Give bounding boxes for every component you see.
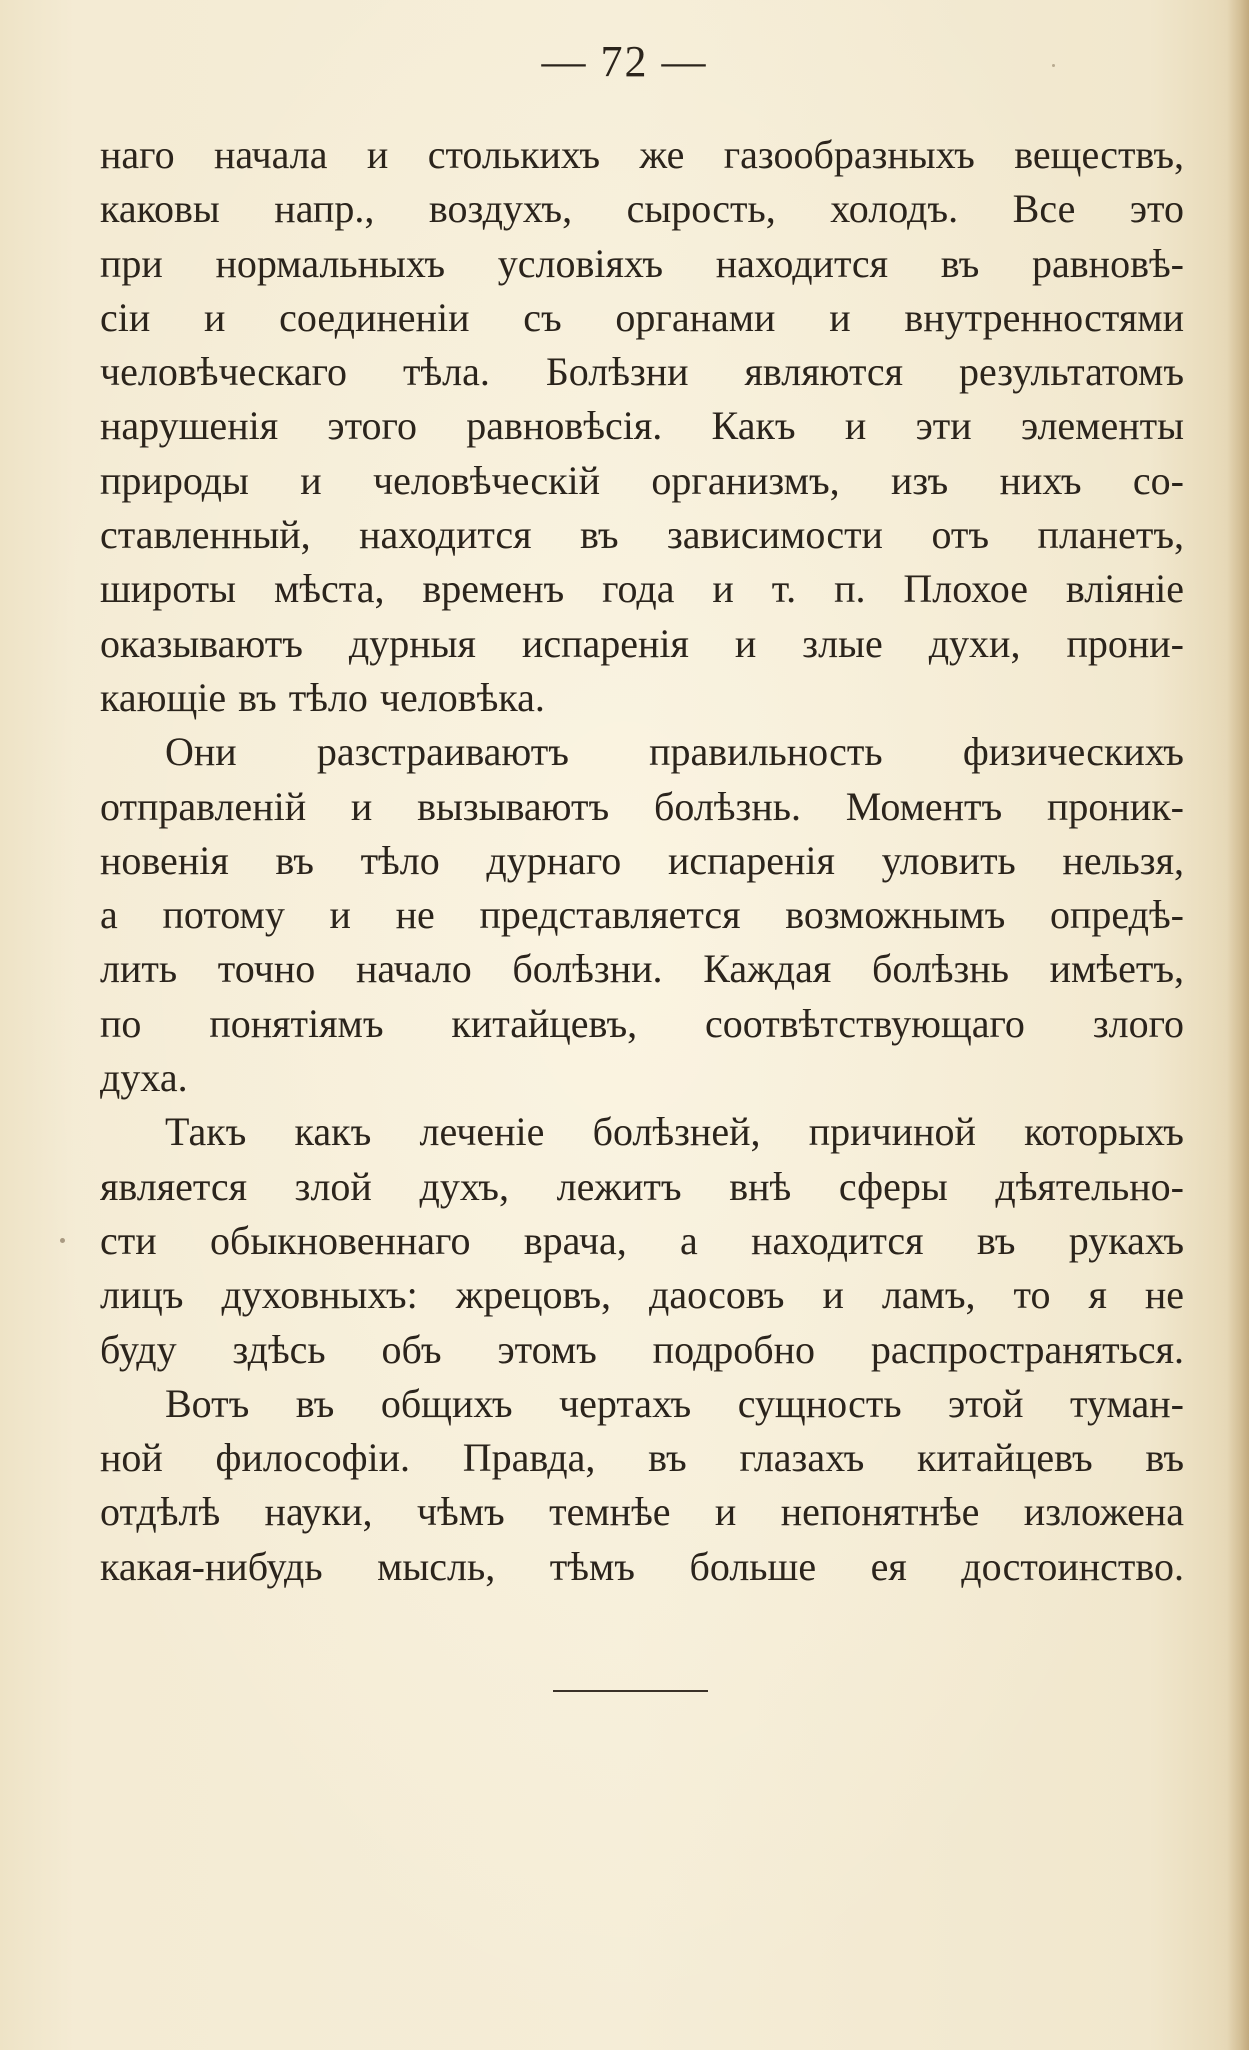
page-number: — 72 — <box>541 37 708 86</box>
text-line: отдѣлѣ науки, чѣмъ темнѣе и непонятнѣе изложена <box>100 1489 1184 1535</box>
text-line: широты мѣста, временъ года и т. п. Плохое влiянiе <box>100 566 1184 612</box>
text-line: при нормальныхъ условiяхъ находится въ равновѣ- <box>100 240 1184 286</box>
text-line: сти обыкновеннаго врача, а находится въ рукахъ <box>100 1217 1184 1263</box>
text-line: Такъ какъ леченiе болѣзней, причиной которыхъ <box>165 1109 1184 1155</box>
text-line: нарушенiя этого равновѣсiя. Какъ и эти элементы <box>100 403 1184 449</box>
body-text <box>100 128 1184 1594</box>
text-line: является злой духъ, лежитъ внѣ сферы дѣятельно- <box>100 1163 1184 1209</box>
paper-speck <box>60 1238 65 1243</box>
text-line: наго начала и столькихъ же газообразныхъ веществъ, <box>100 132 1184 177</box>
text-line: каковы напр., воздухъ, сырость, холодъ. Все это <box>100 186 1184 232</box>
text-line: природы и человѣческiй организмъ, изъ нихъ со- <box>100 457 1184 503</box>
text-line: Вотъ въ общихъ чертахъ сущность этой туман- <box>165 1380 1184 1426</box>
text-line: человѣческаго тѣла. Болѣзни являются результатомъ <box>100 349 1184 395</box>
text-line: а потому и не представляется возможнымъ опредѣ- <box>100 892 1184 938</box>
text-line: Они разстраиваютъ правильность физическихъ <box>165 729 1184 775</box>
text-line: по понятiямъ китайцевъ, соотвѣтствующаго злого <box>100 1000 1184 1046</box>
text-line: оказываютъ дурныя испаренiя и злые духи, прони- <box>100 620 1184 666</box>
text-line: буду здѣсь объ этомъ подробно распространяться. <box>100 1326 1184 1372</box>
paragraph <box>100 1105 1184 1376</box>
text-line: новенiя въ тѣло дурнаго испаренiя уловить нельзя, <box>100 837 1184 883</box>
page-edge-shadow <box>1227 0 1249 2050</box>
text-line: лить точно начало болѣзни. Каждая болѣзнь имѣетъ, <box>100 946 1184 992</box>
paragraph <box>100 128 1184 725</box>
end-rule <box>553 1690 708 1692</box>
text-line: отправленiй и вызываютъ болѣзнь. Моментъ проник- <box>100 783 1184 829</box>
text-line: какая-нибудь мысль, тѣмъ больше ея достоинство. <box>100 1543 1184 1589</box>
text-line: духа. <box>100 1055 188 1101</box>
text-line: ставленный, находится въ зависимости отъ планетъ, <box>100 512 1184 558</box>
paragraph <box>100 1377 1184 1594</box>
paragraph <box>100 725 1184 1105</box>
text-line: сiи и соединенiи съ органами и внутренностями <box>100 294 1184 340</box>
text-line: ной философiи. Правда, въ глазахъ китайцевъ въ <box>100 1435 1184 1481</box>
text-line: лицъ духовныхъ: жрецовъ, даосовъ и ламъ, то я не <box>100 1272 1184 1318</box>
text-line: кающiе въ тѣло человѣка. <box>100 674 545 720</box>
